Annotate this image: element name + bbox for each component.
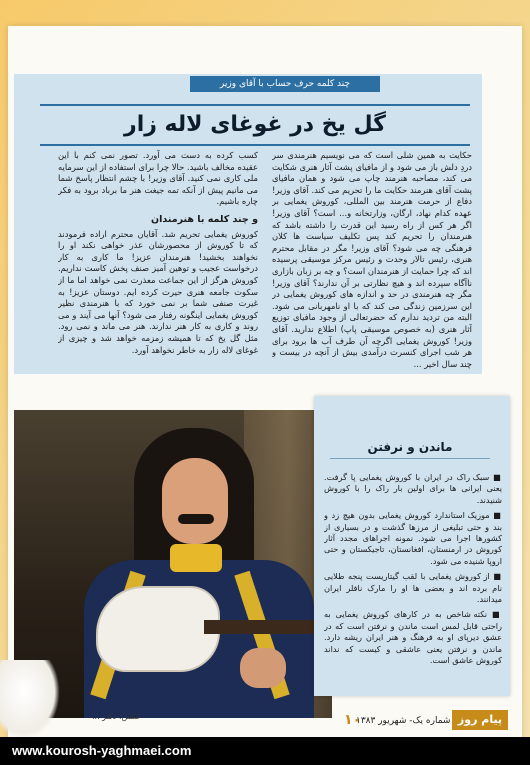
- website-link[interactable]: www.kourosh-yaghmaei.com: [12, 743, 192, 758]
- magazine-logo: پیام روز: [452, 710, 508, 730]
- article-column-right: [272, 150, 472, 370]
- photo-hand: [240, 648, 286, 688]
- sidebox-bullet: [324, 510, 502, 567]
- page-number: ۱۰: [344, 712, 362, 728]
- sidebox-bullet-text: از کوروش یغمایی با لقب گیتاریست پنجه طلایی نام برده اند و بعضی ها او را مارک نافلر ایران میدانند.: [324, 571, 502, 605]
- sidebox-title: ماندن و نرفتن: [330, 440, 490, 459]
- photo-mustache: [178, 514, 214, 524]
- bullet-icon: ■: [493, 472, 502, 482]
- photo-face: [162, 458, 228, 544]
- issue-label: شماره یک- شهریور ۱۳۸۳: [356, 716, 451, 726]
- bullet-icon: ■: [491, 609, 502, 620]
- article-body-left-intro: کسب کرده به دست می آورد. تصور نمی کنم با این عقیده مخالف باشید. حالا چرا برای استفاده از این سرمایه ملی کاری نمی کنید. آقای وزیر! با چشم انتظار پاسخ شما می مانیم پیش از آنکه تمه جیغت هنر ما برباد برود به فکر چاره باشیم.: [58, 150, 258, 207]
- sidebox-bullet-text: نکته شاخص به در کارهای کوروش یغمایی به راحتی قابل لمس است ماندن و نرفتن است که در عشق دیرپای او به فرهنگ و هنر ایران ریشه دارد. ماندن و نرفتن یعنی عاشقی و کیست که نداند کوروش عاشق است.: [324, 609, 502, 666]
- sidebox-bullet: [324, 609, 502, 666]
- sidebox-body: [324, 472, 502, 686]
- article-kicker: چند کلمه حرف حساب با آقای وزیر: [190, 76, 380, 92]
- bullet-icon: ■: [493, 510, 502, 521]
- sidebox-bullet: [324, 472, 502, 506]
- article-headline: گل یخ در غوغای لاله زار: [40, 104, 470, 146]
- guitarist-silhouette-logo: [0, 660, 60, 740]
- article-column-left: [58, 150, 258, 370]
- article-subheading: و چند کلمه با هنرمندان: [150, 213, 258, 225]
- sidebox-bullet: [324, 571, 502, 605]
- bullet-icon: ■: [493, 571, 502, 582]
- photo-guitar-neck: [204, 620, 332, 634]
- photo-credit: عکس: دکتر ...: [92, 712, 141, 721]
- article-body-left: کوروش یغمایی تحریم شد. آقایان محترم اراده فرمودند که تا کوروش از محصورشان عذر خواهی نکند او را نخواهند بخشید! هنرمندان عزیز! ما کاری به کار درخواست عجیب و توهین آمیز صنف پخش کاست نداریم. کوروش هرگز از این جماعت معذرت نمی خواهد اما ما از سکوت جامعه هنری حیرت کرده ایم. دوستان عزیز! به غیرت صنفی شما بر نمی خورد که با هنرمندی نظیر کوروش یغمایی اینگونه رفتار می شود؟ آنها می آیند و می روند و کاری به کار هنر ندارند. هنر می ماند و نمی رود. مثل گل یخ که تا همیشه زمزمه خواهد شد و چیزی از غوغای لاله زار به خاطر نخواهد آورد.: [58, 228, 258, 355]
- photo-guitar-body: [96, 586, 220, 672]
- photo-collar: [170, 544, 222, 572]
- sidebox-bullet-text: سبک راک در ایران با کوروش یغمایی پا گرفت. یعنی ایرانی ها برای اولین بار راک را با کوروش شنیدند.: [324, 472, 502, 505]
- sidebox-bullet-text: موزیک استاندارد کوروش یغمایی بدون هیچ زد و بند و حتی تبلیغی از مرزها گذشت و در بسیاری از کشورها اجرا می شود. نمونه اجراهای مجدد آثار کوروش در ارمنستان، افغانستان، تاجیکستان و حتی اروپا شنیده می شود.: [324, 510, 502, 566]
- musician-photo: [14, 410, 332, 718]
- article-body-right: حکایت به همین شلی است که می نویسیم هنرمندی سر دردِ دلش باز می شود و از مافیای پشت آثار هنری شکایت می کند، مصاحبه هنرمند چاپ می شود و همان مافیای پشت آقای هنرمند حکایت ما را تحریم می کند. آقای وزیر! دفاع از حرمت هنرمند بین المللی، کوروش یغمایی بر عهده کدام نهاد، ارگان، وزارتخانه و... است؟ آقای وزیر! اگر هر کس از راه رسید این قدرت را داشته باشد که هنرمندان را تحریم کند پس تکلیف سیاست ها کلان فرهنگی چه می شود؟ آقای وزیر! مگر در مقابل محترم هنری، رئیس تالار وحدت و رئیس مرکز موسیقی پرسیده اند که چرا حمایت از هنرمندان است؟ و چه بر زبان بازاری ناآگاه سپرده اند و هیچ نظارتی بر آن ندارند؟ آقای وزیر! مگر چه هنرمندی در حد و اندازه های کوروش یغمایی در این سرزمین زندگی می کند که با او نامهربانی می شود. البته من تردید ندارم که حضرتعالی از وجود مافیای توزیع آثار هنری (به خصوص موسیقی پاپ) اطلاع ندارید. آقای وزیر! کوروش یغمایی اگرچه آن طرف آب ها برود برای هر شب اجرای کنسرت درآمدی بیش از آنچه در بیست و چند سال اخیر ...: [272, 150, 472, 369]
